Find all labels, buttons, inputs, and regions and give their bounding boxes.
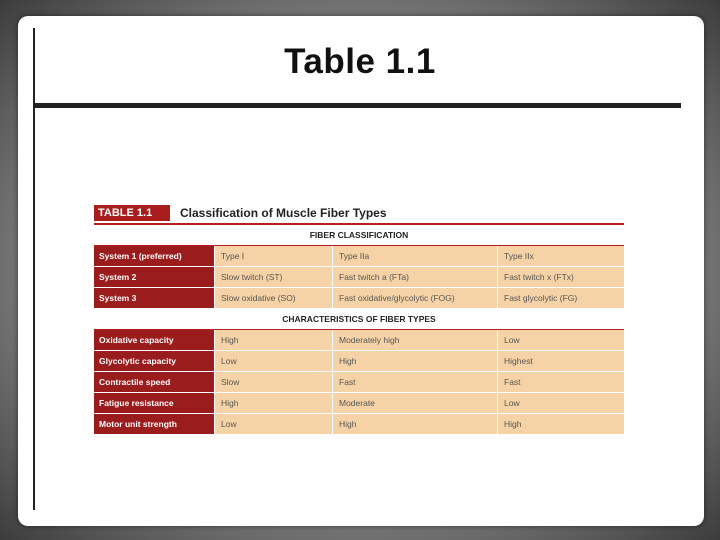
table-row — [94, 246, 624, 267]
table-cell: Slow twitch (ST) — [214, 267, 332, 287]
table-cell: High — [332, 351, 497, 371]
row-label: Oxidative capacity — [94, 330, 214, 350]
table-row — [94, 267, 624, 288]
table-cell: Low — [497, 330, 624, 350]
table-row — [94, 351, 624, 372]
table-cell: Type IIx — [497, 246, 624, 266]
table-cell: Fast twitch a (FTa) — [332, 267, 497, 287]
table-cell: Fast — [497, 372, 624, 392]
table-cell: High — [214, 330, 332, 350]
table-cell: High — [332, 414, 497, 434]
row-label: Contractile speed — [94, 372, 214, 392]
slide-title: Table 1.1 — [284, 42, 436, 81]
row-label: System 3 — [94, 288, 214, 308]
table-number-tag: TABLE 1.1 — [94, 205, 170, 221]
table-header — [94, 204, 624, 225]
row-label: Fatigue resistance — [94, 393, 214, 413]
row-label: Glycolytic capacity — [94, 351, 214, 371]
row-label: Motor unit strength — [94, 414, 214, 434]
table-cell: High — [497, 414, 624, 434]
fiber-types-table — [94, 204, 624, 435]
table-cell: Fast glycolytic (FG) — [497, 288, 624, 308]
table-cell: Fast oxidative/glycolytic (FOG) — [332, 288, 497, 308]
row-label: System 1 (preferred) — [94, 246, 214, 266]
table-cell: Type I — [214, 246, 332, 266]
vertical-rule — [33, 28, 35, 510]
table-cell: Fast — [332, 372, 497, 392]
table-row — [94, 330, 624, 351]
table-row — [94, 288, 624, 309]
table-row — [94, 372, 624, 393]
table-caption: Classification of Muscle Fiber Types — [180, 206, 387, 220]
table-cell: Slow oxidative (SO) — [214, 288, 332, 308]
table-cell: Type IIa — [332, 246, 497, 266]
table-row — [94, 393, 624, 414]
table-row — [94, 414, 624, 435]
table-cell: Moderately high — [332, 330, 497, 350]
horizontal-rule — [33, 103, 681, 108]
table-cell: Low — [497, 393, 624, 413]
table-cell: Moderate — [332, 393, 497, 413]
row-label: System 2 — [94, 267, 214, 287]
section-fiber-classification: FIBER CLASSIFICATION — [94, 225, 624, 246]
table-cell: Slow — [214, 372, 332, 392]
table-cell: Fast twitch x (FTx) — [497, 267, 624, 287]
table-cell: High — [214, 393, 332, 413]
table-cell: Highest — [497, 351, 624, 371]
table-cell: Low — [214, 414, 332, 434]
table-cell: Low — [214, 351, 332, 371]
section-characteristics: CHARACTERISTICS OF FIBER TYPES — [94, 309, 624, 330]
